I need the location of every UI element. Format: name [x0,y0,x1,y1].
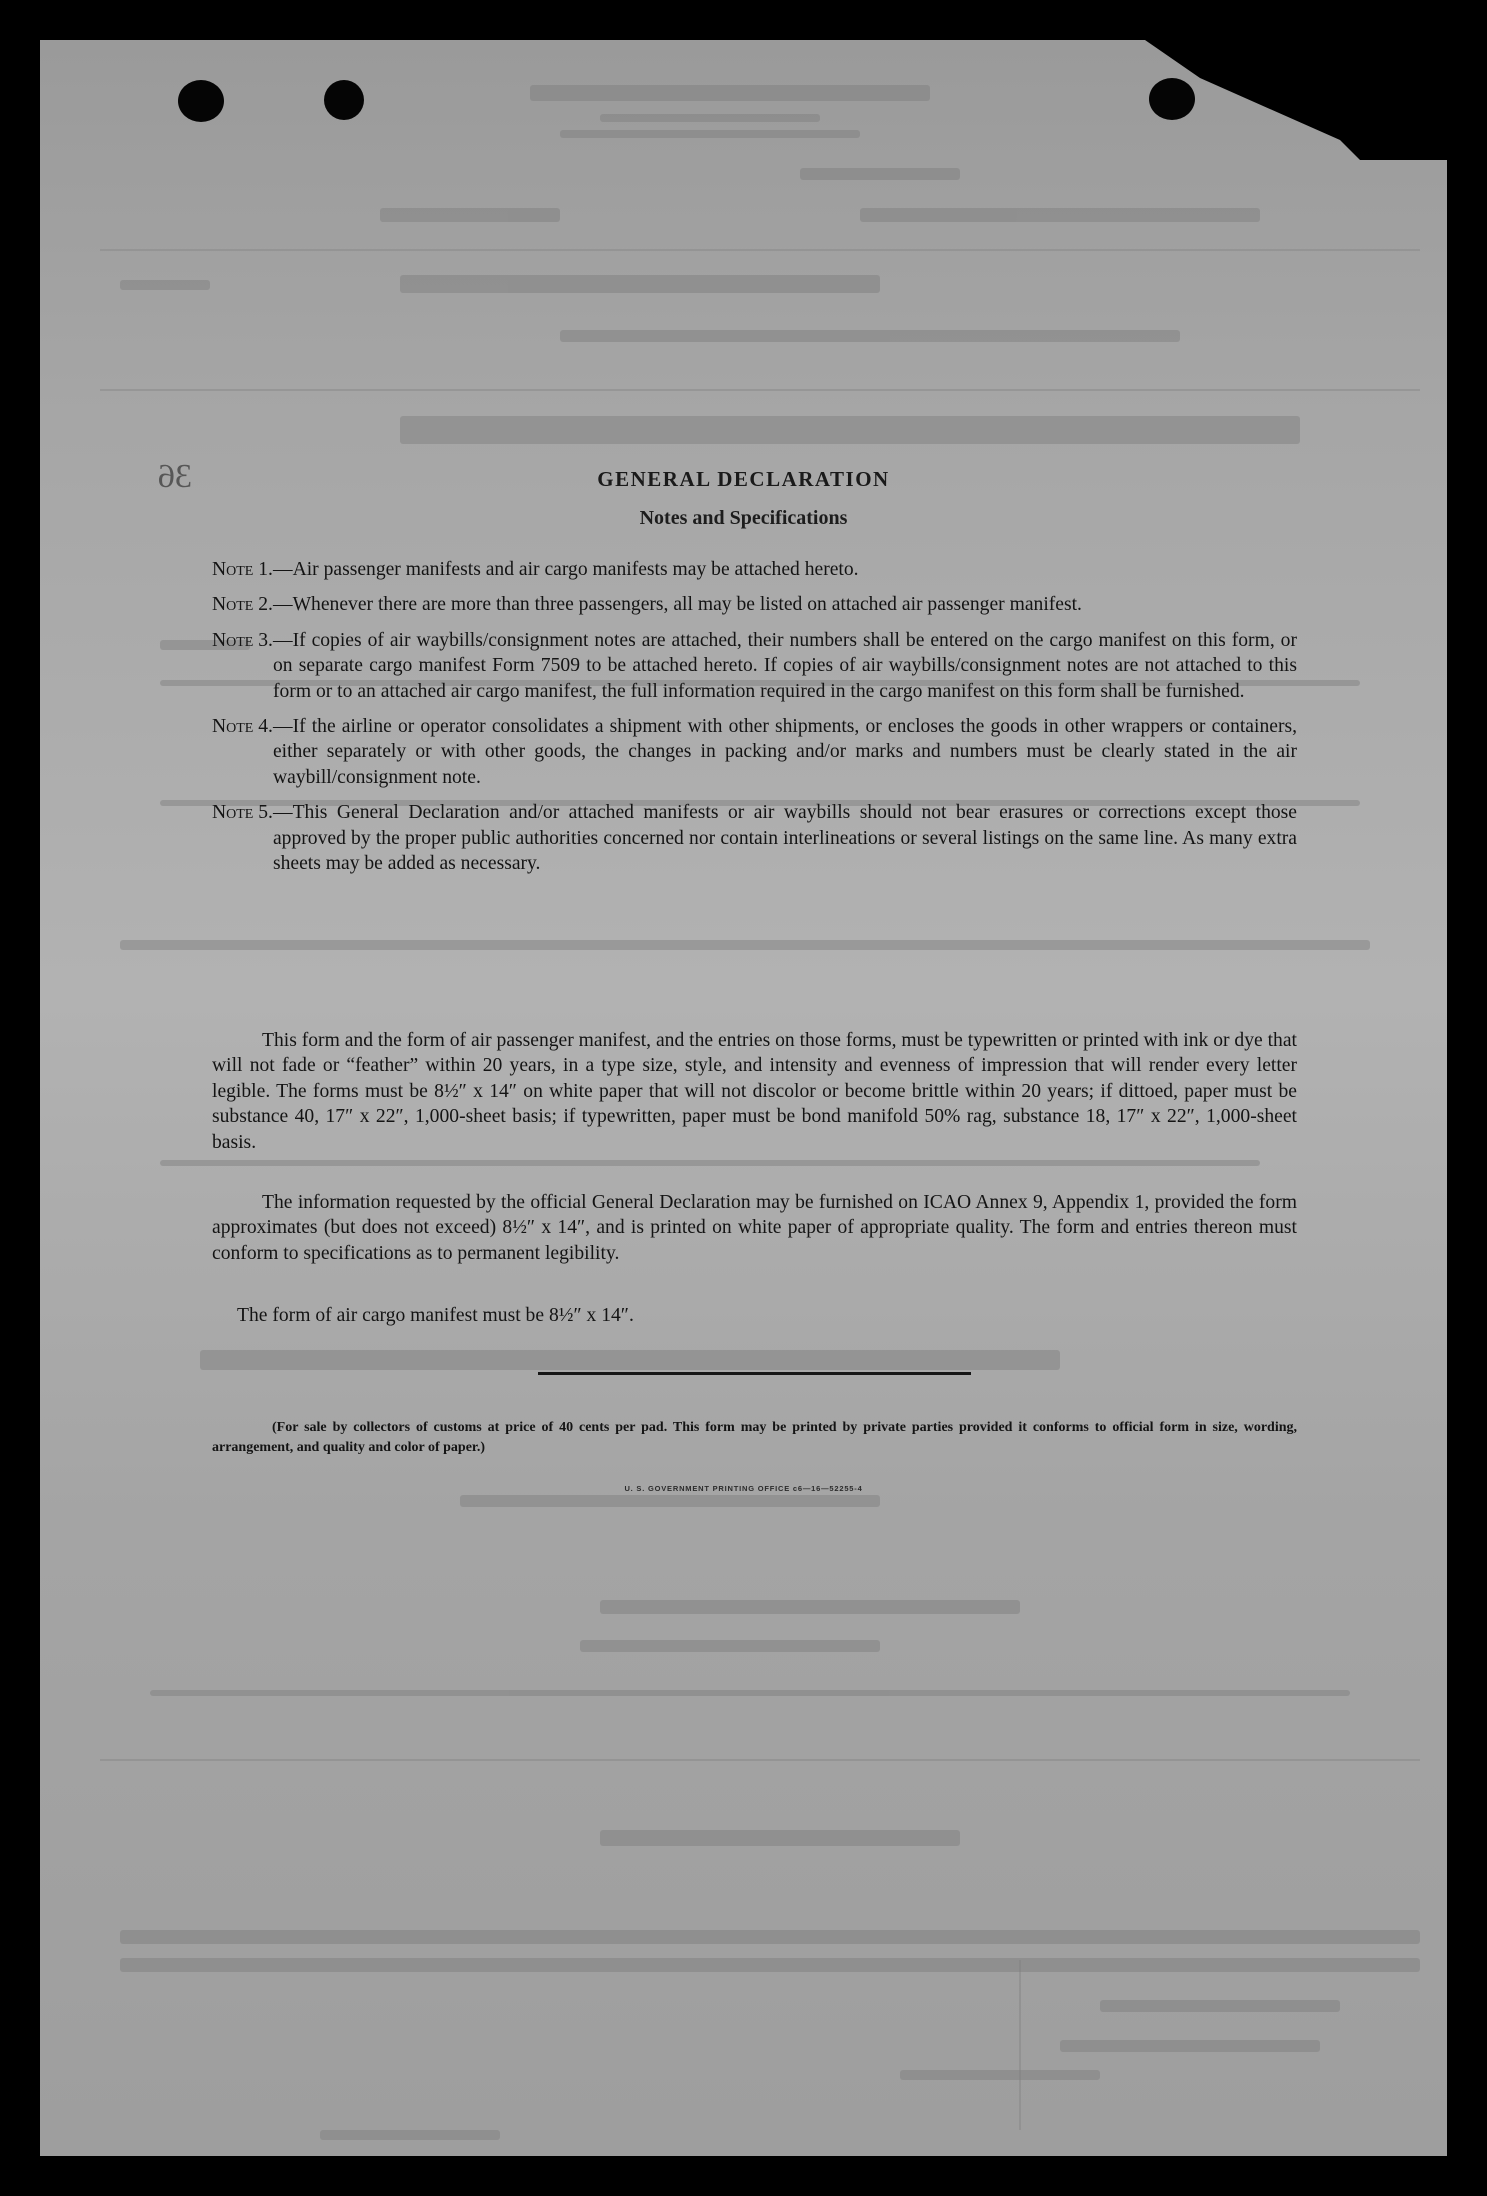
note-4 [212,714,1297,790]
sale-note: (For sale by collectors of customs at price of 40 cents per pad. This form may be printed by private parties provided it conforms to official form in size, wording, arrangement, and quality and color of paper.) [212,1420,1297,1455]
paragraph-cargo-manifest-size: The form of air cargo manifest must be 8½″ x 14″. [237,1305,634,1326]
note-label: Note 3. [212,629,273,651]
punch-hole-center [324,80,364,120]
note-text: —If the airline or operator consolidates a shipment with other shipments, or encloses the goods in other wrappers or containers, either separately or with other goods, the changes in packing and/or marks and numbers must be clearly stated in the air waybill/consignment note. [272,716,1297,788]
page-title: GENERAL DECLARATION [597,467,890,491]
notes-list [212,557,1297,886]
divider-rule [538,1372,971,1375]
note-2 [212,592,1297,617]
note-5 [212,800,1297,876]
punch-hole-left [178,80,224,122]
page-subtitle: Notes and Specifications [639,507,848,529]
paragraph-icao-annex: The information requested by the official General Declaration may be furnished on ICAO Annex 9, Appendix 1, provided the form approximates (but does not exceed) 8½″ x 14″, and is printed on white paper of appropriate quality. The form and entries thereon must conform to specifications as to permanent legibility. [212,1192,1297,1264]
note-label: Note 2. [212,594,273,616]
note-label: Note 4. [212,716,273,738]
note-label: Note 1. [212,559,273,580]
note-text: —Air passenger manifests and air cargo manifests may be attached hereto. [272,559,859,580]
note-1 [212,557,1297,582]
punch-hole-right [1149,78,1195,120]
note-text: —If copies of air waybills/consignment notes are attached, their numbers shall be entered on the cargo manifest on this form, or on separate cargo manifest Form 7509 to be attached hereto. If copies of air waybills/consignment notes are not attached to this form or to an attached air cargo manifest, the full information required in the cargo manifest on this form shall be furnished. [272,629,1297,702]
note-text: —Whenever there are more than three passengers, all may be listed on attached air passenger manifest. [272,594,1082,616]
printing-office-imprint: U. S. GOVERNMENT PRINTING OFFICE c6—16—52255-4 [624,1484,863,1493]
note-label: Note 5. [212,802,273,824]
paragraph-form-specifications: This form and the form of air passenger manifest, and the entries on those forms, must be typewritten or printed with ink or dye that will not fade or “feather” within 20 years, in a type size, style, and intensity and evenness of impression that will render every letter legible. The forms must be 8½″ x 14″ on white paper that will not discolor or become brittle within 20 years; if dittoed, paper must be substance 40, 17″ x 22″, 1,000-sheet basis; if typewritten, paper must be bond manifold 50% rag, substance 18, 17″ x 22″, 1,000-sheet basis. [212,1030,1297,1153]
note-3 [212,628,1297,704]
page-number: 36 [158,458,192,495]
note-text: —This General Declaration and/or attached manifests or air waybills should not bear erasures or corrections except those approved by the proper public authorities concerned nor contain interlineations or several listings on the same line. As many extra sheets may be added as necessary. [272,802,1297,875]
